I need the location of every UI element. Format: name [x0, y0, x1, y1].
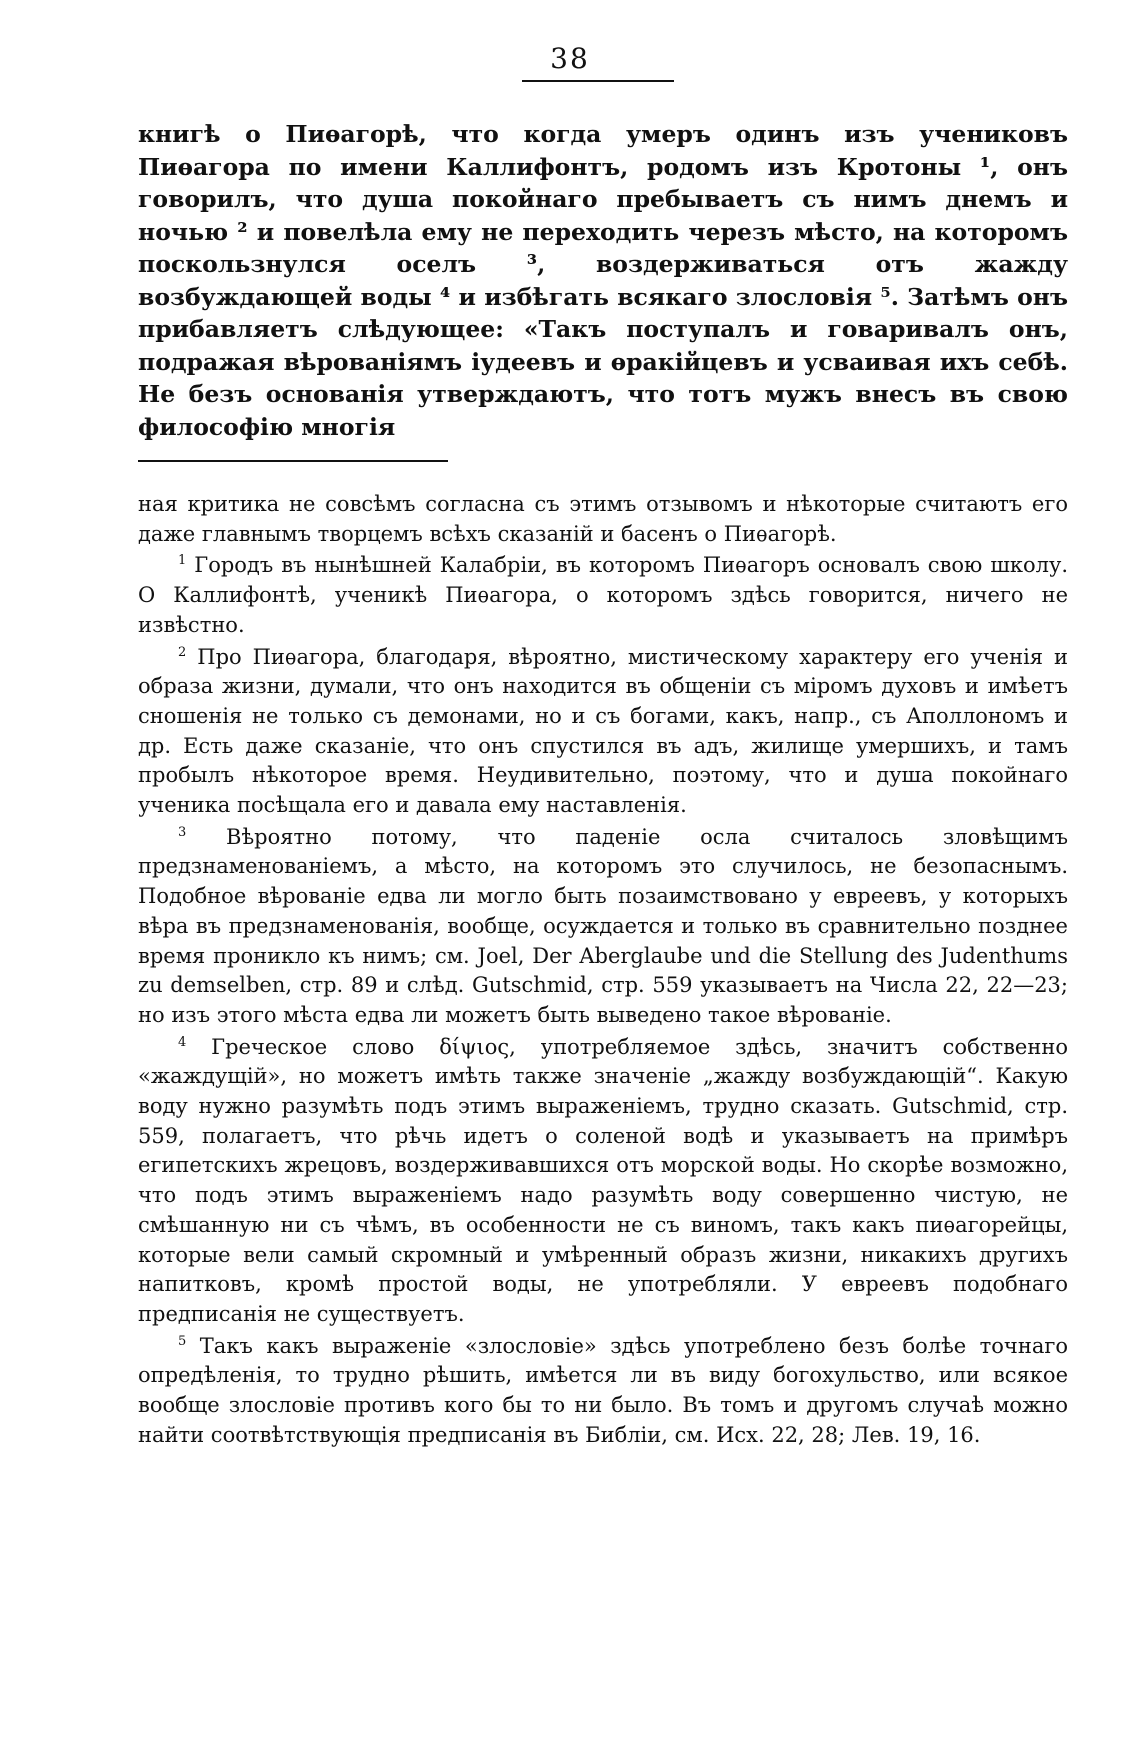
- footnote-5: [138, 1332, 1068, 1451]
- main-text: [138, 118, 1068, 443]
- footnote-marker: 1: [178, 553, 187, 569]
- main-paragraph: книгѣ о Пиѳагорѣ, что когда умеръ одинъ изъ учениковъ Пиѳагора по имени Каллифонтъ, родомъ изъ Кротоны ¹, онъ говорилъ, что душа покойнаго пребываетъ съ нимъ днемъ и ночью ² и повелѣла ему не переходить черезъ мѣсто, на которомъ поскользнулся оселъ ³, воздерживаться отъ жажду возбуждающей воды ⁴ и избѣгать всякаго злословія ⁵. Затѣмъ онъ прибавляетъ слѣдующее: «Такъ поступалъ и говаривалъ онъ, подражая вѣрованіямъ іудеевъ и ѳракійцевъ и усваивая ихъ себѣ. Не безъ основанія утверждаютъ, что тотъ мужъ внесъ въ свою философію многія: [138, 120, 1068, 441]
- footnote-4: [138, 1033, 1068, 1330]
- footnote-text: Вѣроятно потому, что паденіе осла считалось зловѣщимъ предзнаменованіемъ, а мѣсто, на которомъ это случилось, не безопаснымъ. Подобное вѣрованіе едва ли могло быть позаимствовано у евреевъ, у которыхъ вѣра въ предзнаменованія, вообще, осуждается и только въ сравнительно позднее время проникло къ нимъ; см. Joel, Der Aberglaube und die Stellung des Judenthums zu demselben, стр. 89 и слѣд. Gutschmid, стр. 559 указываетъ на Числа 22, 22—23; но изъ этого мѣста едва ли можетъ быть выведено такое вѣрованіе.: [138, 824, 1068, 1027]
- page-number-rule: [522, 80, 674, 82]
- footnote-marker: 5: [178, 1333, 187, 1349]
- footnote-separator: [138, 460, 448, 462]
- footnote-3: [138, 823, 1068, 1031]
- footnote-marker: 4: [178, 1034, 187, 1050]
- footnote-marker: 3: [178, 824, 187, 840]
- footnote-text: Городъ въ нынѣшней Калабріи, въ которомъ Пиѳагоръ основалъ свою школу. О Каллифонтѣ, ученикѣ Пиѳагора, о которомъ здѣсь говорится, ничего не извѣстно.: [138, 553, 1068, 637]
- footnote-text: Греческое слово δίψιος, употребляемое здѣсь, значитъ собственно «жаждущій», но можетъ имѣть также значеніе „жажду возбуждающій“. Какую воду нужно разумѣть подъ этимъ выраженіемъ, трудно сказать. Gutschmid, стр. 559, полагаетъ, что рѣчь идетъ о соленой водѣ и указываетъ на примѣръ египетскихъ жрецовъ, воздерживавшихся отъ морской воды. Но скорѣе возможно, что подъ этимъ выраженіемъ надо разумѣть воду совершенно чистую, не смѣшанную ни съ чѣмъ, въ особенности не съ виномъ, такъ какъ пиѳагорейцы, которые вели самый скромный и умѣренный образъ жизни, никакихъ другихъ напитковъ, кромѣ простой воды, не употребляли. У евреевъ подобнаго предписанія не существуетъ.: [138, 1034, 1068, 1326]
- page-number: 38: [550, 42, 590, 75]
- footnote-marker: 2: [178, 644, 187, 660]
- footnote-1: [138, 551, 1068, 640]
- footnote-continuation: ная критика не совсѣмъ согласна съ этимъ отзывомъ и нѣкоторые считаютъ его даже главнымъ творцемъ всѣхъ сказаній и басенъ о Пиѳагорѣ.: [138, 492, 1068, 546]
- footnotes: [138, 490, 1068, 1453]
- footnote-text: Такъ какъ выраженіе «злословіе» здѣсь употреблено безъ болѣе точнаго опредѣленія, то трудно рѣшить, имѣется ли въ виду богохульство, или всякое вообще злословіе противъ кого бы то ни было. Въ томъ и другомъ случаѣ можно найти соотвѣтствующія предписанія въ Библіи, см. Исх. 22, 28; Лев. 19, 16.: [138, 1333, 1068, 1447]
- footnote-2: [138, 643, 1068, 821]
- footnote-text: Про Пиѳагора, благодаря, вѣроятно, мистическому характеру его ученія и образа жизни, думали, что онъ находится въ общеніи съ міромъ духовъ и имѣетъ сношенія не только съ демонами, но и съ богами, какъ, напр., съ Аполлономъ и др. Есть даже сказаніе, что онъ спустился въ адъ, жилище умершихъ, и тамъ пробылъ нѣкоторое время. Неудивительно, поэтому, что и душа покойнаго ученика посѣщала его и давала ему наставленія.: [138, 644, 1068, 818]
